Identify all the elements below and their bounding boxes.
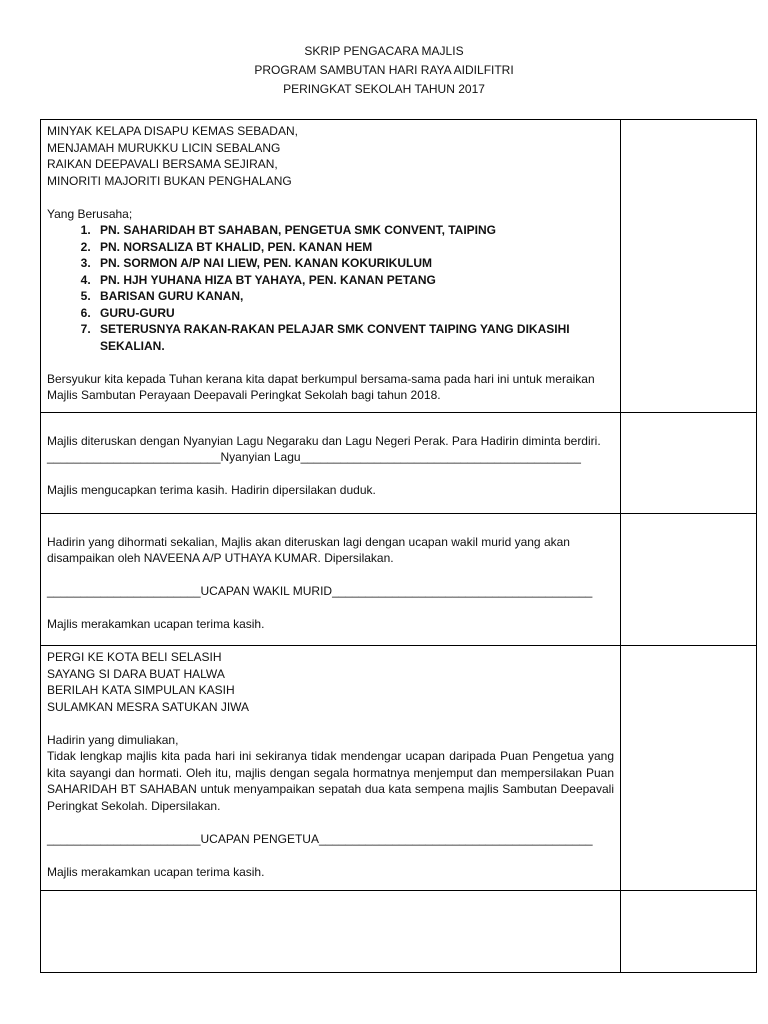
document-title bbox=[0, 42, 768, 99]
list-item: 1. PN. SAHARIDAH BT SAHABAN, PENGETUA SMK CONVENT, TAIPING bbox=[94, 222, 614, 239]
notes-cell bbox=[621, 646, 757, 891]
paragraph: Majlis merakamkan ucapan terima kasih. bbox=[47, 617, 265, 631]
greeting: Hadirin yang dimuliakan, bbox=[47, 732, 179, 747]
paragraph: Tidak lengkap majlis kita pada hari ini sekiranya tidak mendengar ucapan daripada Puan Pengetua yang kita sayangi dan hormati. Oleh itu, majlis dengan segala hormatnya menjemput dan mempersilakan Puan SAHARIDAH BT SAHABAN untuk menyampaikan sepatah dua kata sempena majlis Sambutan Deepavali Peringkat Sekolah. Dipersilakan. bbox=[47, 749, 614, 813]
paragraph: Majlis merakamkan ucapan terima kasih. bbox=[47, 864, 265, 879]
pantun-line: MINYAK KELAPA DISAPU KEMAS SEBADAN, bbox=[47, 124, 298, 138]
paragraph: Majlis mengucapkan terima kasih. Hadirin dipersilakan duduk. bbox=[47, 483, 376, 497]
list-item: 3. PN. SORMON A/P NAI LIEW, PEN. KANAN KOKURIKULUM bbox=[94, 255, 614, 272]
script-cell bbox=[41, 413, 621, 514]
title-line-1: SKRIP PENGACARA MAJLIS bbox=[304, 44, 464, 58]
paragraph: Bersyukur kita kepada Tuhan kerana kita dapat berkumpul bersama-sama pada hari ini untuk meraikan Majlis Sambutan Perayaan Deepavali Peringkat Sekolah bagi tahun 2018. bbox=[47, 371, 595, 402]
section-marker: _______________________UCAPAN PENGETUA_________________________________________ bbox=[47, 831, 593, 846]
pantun-line: MENJAMAH MURUKKU LICIN SEBALANG bbox=[47, 140, 281, 155]
guest-list bbox=[47, 222, 614, 354]
title-line-2: PROGRAM SAMBUTAN HARI RAYA AIDILFITRI bbox=[254, 63, 514, 77]
table-row bbox=[41, 120, 757, 413]
table-row bbox=[41, 891, 757, 973]
table-row bbox=[41, 646, 757, 891]
pantun-line: RAIKAN DEEPAVALI BERSAMA SEJIRAN, bbox=[47, 157, 278, 171]
script-cell bbox=[41, 514, 621, 646]
pantun-line: SAYANG SI DARA BUAT HALWA bbox=[47, 666, 225, 681]
notes-cell bbox=[621, 120, 757, 413]
script-cell bbox=[41, 646, 621, 891]
notes-cell bbox=[621, 891, 757, 973]
script-cell bbox=[41, 120, 621, 413]
pantun-line: BERILAH KATA SIMPULAN KASIH bbox=[47, 683, 235, 697]
list-item: 7. SETERUSNYA RAKAN-RAKAN PELAJAR SMK CONVENT TAIPING YANG DIKASIHI SEKALIAN. bbox=[94, 321, 614, 354]
paragraph: Majlis diteruskan dengan Nyanyian Lagu Negaraku dan Lagu Negeri Perak. Para Hadirin diminta berdiri. bbox=[47, 433, 601, 448]
greeting: Yang Berusaha; bbox=[47, 206, 133, 221]
section-marker: _______________________UCAPAN WAKIL MURID_______________________________________ bbox=[47, 584, 593, 598]
notes-cell bbox=[621, 413, 757, 514]
list-item: 2. PN. NORSALIZA BT KHALID, PEN. KANAN HEM bbox=[94, 239, 614, 256]
title-line-3: PERINGKAT SEKOLAH TAHUN 2017 bbox=[283, 82, 485, 96]
pantun-line: SULAMKAN MESRA SATUKAN JIWA bbox=[47, 699, 250, 714]
paragraph: Hadirin yang dihormati sekalian, Majlis akan diteruskan lagi dengan ucapan wakil murid yang akan disampaikan oleh NAVEENA A/P UTHAYA KUMAR. Dipersilakan. bbox=[47, 534, 570, 565]
script-cell bbox=[41, 891, 621, 973]
section-marker: __________________________Nyanyian Lagu__________________________________________ bbox=[47, 450, 581, 464]
table-row bbox=[41, 413, 757, 514]
list-item: 4. PN. HJH YUHANA HIZA BT YAHAYA, PEN. KANAN PETANG bbox=[94, 272, 614, 289]
list-item: 5. BARISAN GURU KANAN, bbox=[94, 288, 614, 305]
script-table bbox=[40, 119, 757, 973]
notes-cell bbox=[621, 514, 757, 646]
table-row bbox=[41, 514, 757, 646]
pantun-line: MINORITI MAJORITI BUKAN PENGHALANG bbox=[47, 173, 292, 188]
pantun-line: PERGI KE KOTA BELI SELASIH bbox=[47, 650, 222, 664]
list-item: 6. GURU-GURU bbox=[94, 305, 614, 322]
